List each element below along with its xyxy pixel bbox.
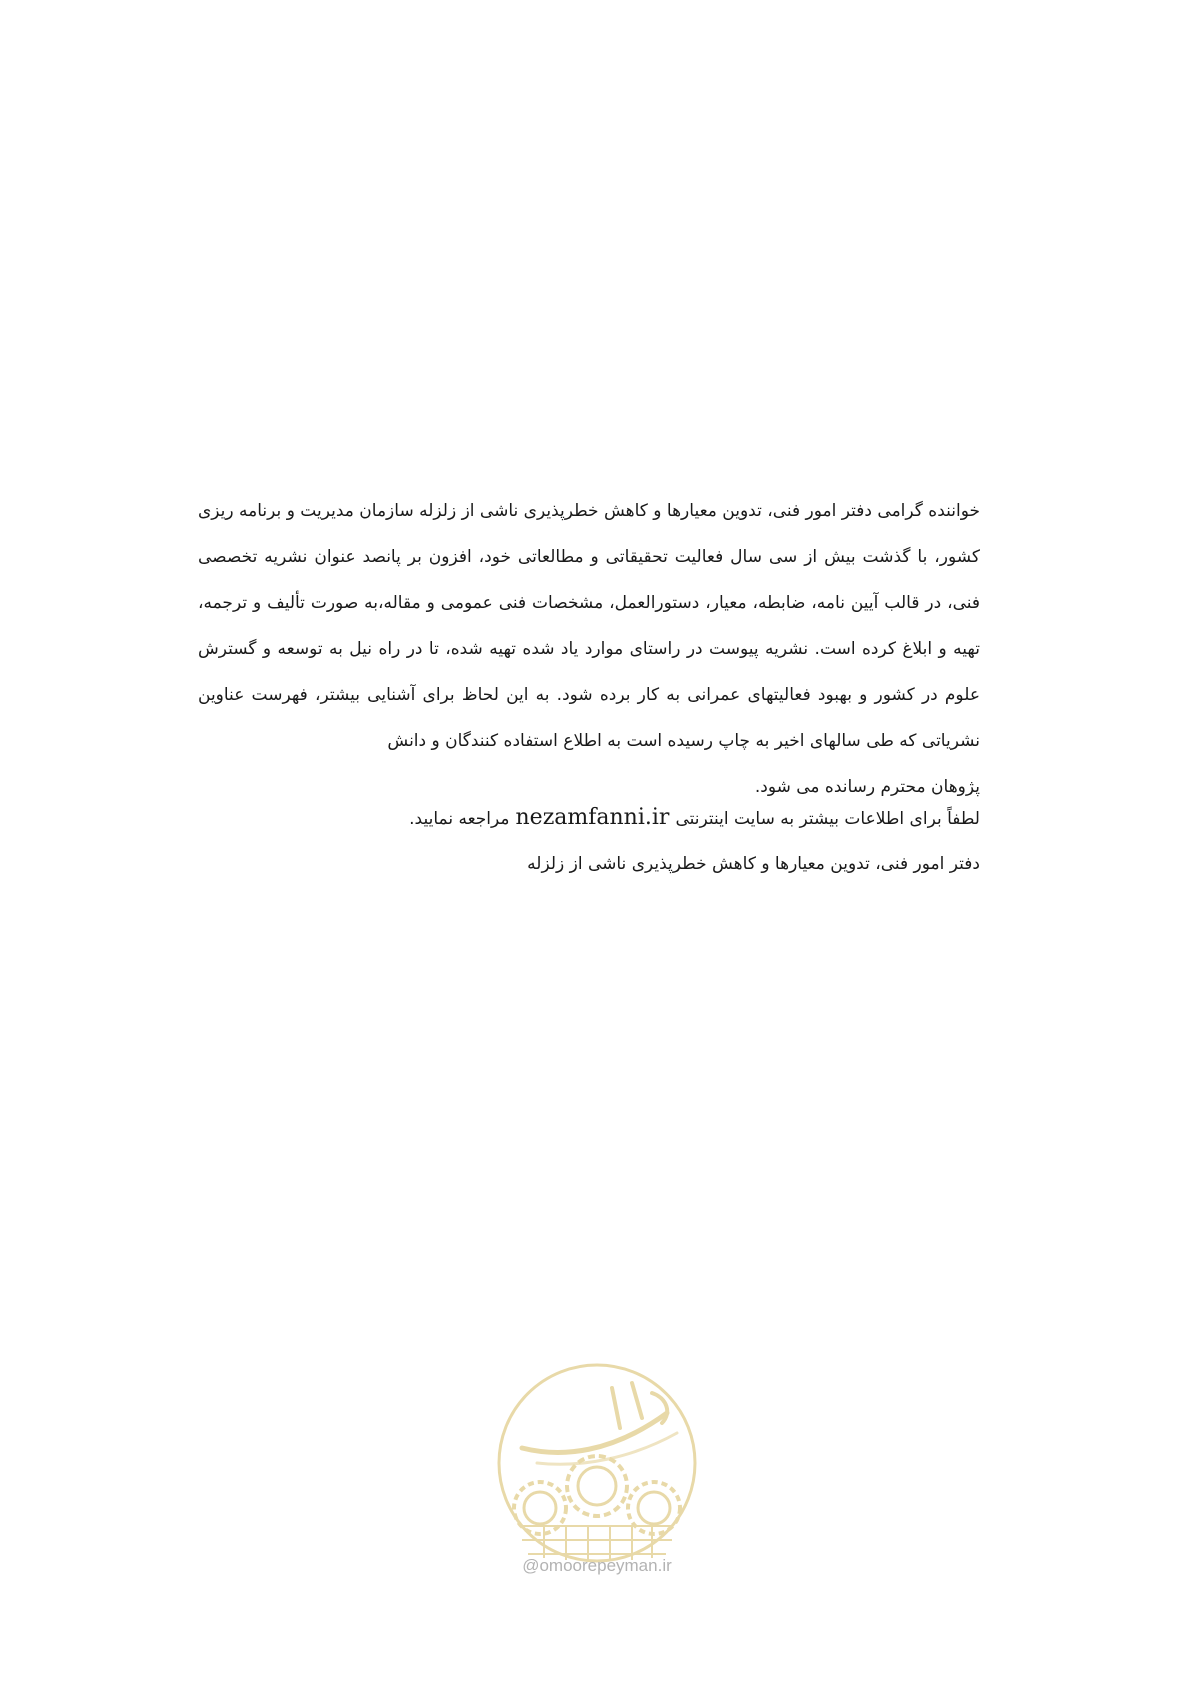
website-note: [198, 798, 980, 839]
website-note-before: لطفاً برای اطلاعات بیشتر به سایت اینترنتی: [675, 809, 980, 829]
office-signature: دفتر امور فنی، تدوین معیارها و کاهش خطرپذیری ناشی از زلزله: [527, 854, 980, 874]
intro-paragraph: [198, 488, 980, 810]
watermark-caption: @omoorepeyman.ir: [522, 1556, 672, 1575]
intro-paragraph-text: خواننده گرامی دفتر امور فنی، تدوین معیارها و کاهش خطرپذیری ناشی از زلزله سازمان مدیریت و برنامه ریزی کشور، با گذشت بیش از سی سال فعالیت تحقیقاتی و مطالعاتی خود، افزون بر پانصد عنوان نشریه تخصصی فنی، در قالب آیین نامه، ضابطه، معیار، دستورالعمل، مشخصات فنی عمومی و مقاله،به صورت تألیف و ترجمه، تهیه و ابلاغ کرده است. نشریه پیوست در راستای موارد یاد شده تهیه شده، تا در راه نیل به توسعه و گسترش علوم در کشور و بهبود فعالیتهای عمرانی به کار برده شود. به این لحاظ برای آشنایی بیشتر، فهرست عناوین نشریاتی که طی سالهای اخیر به چاپ رسیده است به اطلاع استفاده کنندگان و دانش: [198, 501, 980, 751]
intro-paragraph-end: پژوهان محترم رسانده می شود.: [754, 777, 980, 797]
website-link[interactable]: nezamfanni.ir: [515, 805, 670, 830]
website-note-after: مراجعه نمایید.: [409, 809, 510, 829]
watermark-logo-icon: [492, 1358, 702, 1588]
